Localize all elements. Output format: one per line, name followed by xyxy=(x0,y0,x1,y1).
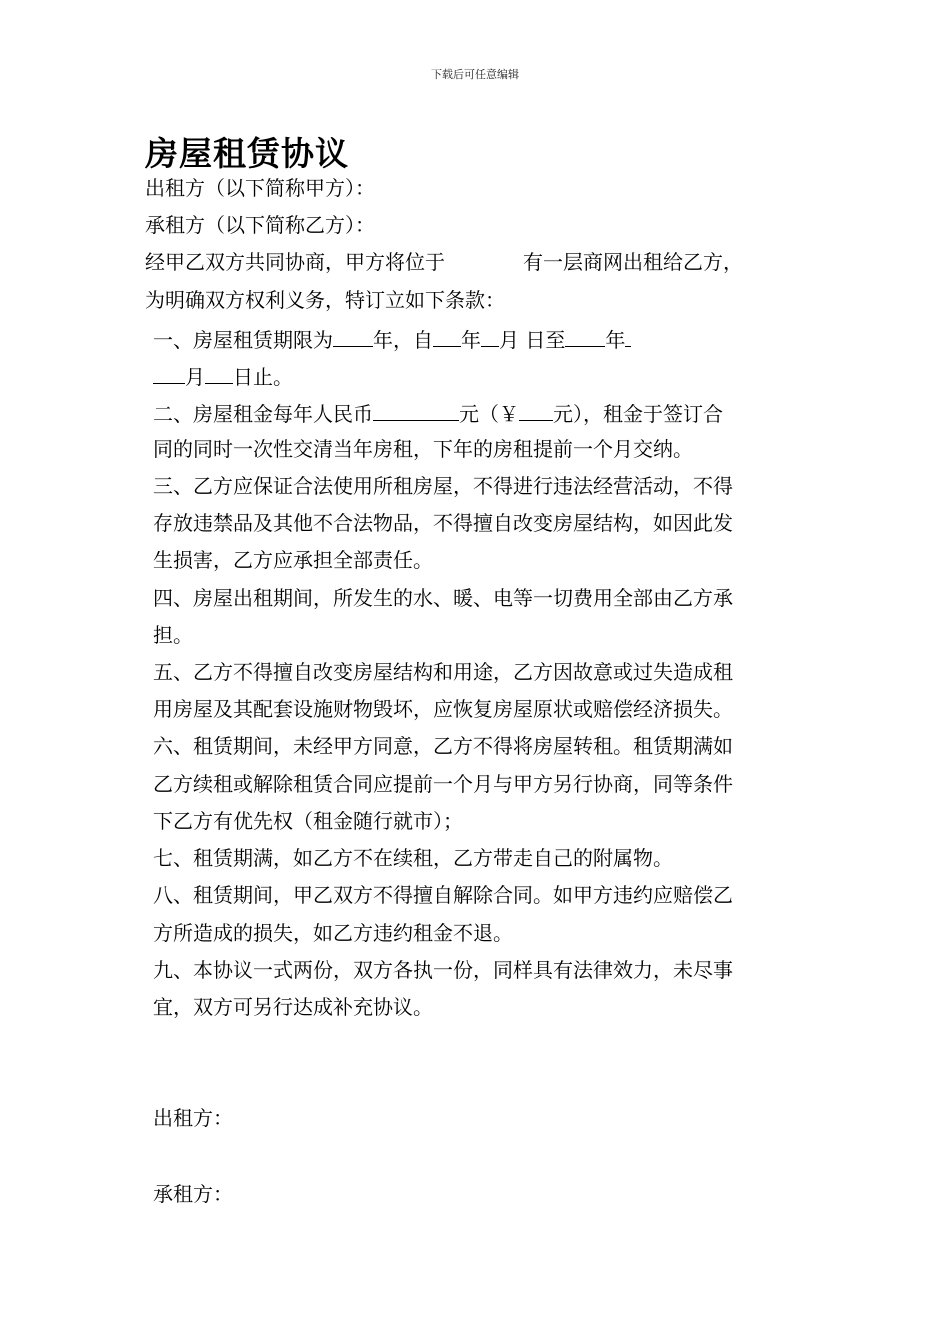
signature-lessor: 出租方： xyxy=(153,1106,233,1130)
blank-rent-amount xyxy=(373,400,459,421)
clause-2-line-1 xyxy=(153,400,723,426)
clause-2-text-b: 元（￥ xyxy=(459,402,519,426)
clause-8-line-1: 八、租赁期间，甲乙双方不得擅自解除合同。如甲方违约应赔偿乙 xyxy=(153,883,733,907)
page-header: 下载后可任意编辑 xyxy=(431,68,519,81)
clause-2-line-2: 同的同时一次性交清当年房租，下年的房租提前一个月交纳。 xyxy=(153,437,693,461)
blank-start-month xyxy=(481,326,499,347)
clause-5-line-1: 五、乙方不得擅自改变房屋结构和用途，乙方因故意或过失造成租 xyxy=(153,660,733,684)
clause-5-line-2: 用房屋及其配套设施财物毁坏，应恢复房屋原状或赔偿经济损失。 xyxy=(153,697,733,721)
clause-1-line-1 xyxy=(153,326,631,352)
clause-1-text-f: 月 xyxy=(185,365,205,389)
clause-4-line-1: 四、房屋出租期间，所发生的水、暖、电等一切费用全部由乙方承 xyxy=(153,586,733,610)
clause-2-text-a: 二、房屋租金每年人民币 xyxy=(153,402,373,426)
lessor-line: 出租方（以下简称甲方）： xyxy=(145,176,375,200)
clause-3-line-1: 三、乙方应保证合法使用所租房屋，不得进行违法经营活动，不得 xyxy=(153,474,733,498)
clause-7-line-1: 七、租赁期满，如乙方不在续租，乙方带走自己的附属物。 xyxy=(153,846,673,870)
clause-1-text-e: 年 xyxy=(605,328,626,352)
blank-trailing xyxy=(625,326,631,347)
document-title: 房屋租赁协议 xyxy=(145,134,349,173)
blank-years xyxy=(333,326,373,347)
intro-line-1 xyxy=(145,250,743,274)
clause-8-line-2: 方所造成的损失，如乙方违约租金不退。 xyxy=(153,921,513,945)
clause-3-line-2: 存放违禁品及其他不合法物品，不得擅自改变房屋结构，如因此发 xyxy=(153,511,733,535)
clause-1-text-b: 年，自 xyxy=(373,328,433,352)
clause-1-text-d: 月 日至 xyxy=(499,328,566,352)
blank-end-month xyxy=(153,363,185,384)
blank-end-year xyxy=(565,326,605,347)
blank-rent-figure xyxy=(519,400,553,421)
clause-9-line-1: 九、本协议一式两份，双方各执一份，同样具有法律效力，未尽事 xyxy=(153,958,733,982)
clause-1-text-g: 日止。 xyxy=(233,365,293,389)
blank-end-day xyxy=(205,363,233,384)
clause-2-text-c: 元），租金于签订合 xyxy=(553,402,723,426)
clause-6-line-1: 六、租赁期间，未经甲方同意，乙方不得将房屋转租。租赁期满如 xyxy=(153,734,733,758)
clause-3-line-3: 生损害，乙方应承担全部责任。 xyxy=(153,548,433,572)
clause-6-line-2: 乙方续租或解除租赁合同应提前一个月与甲方另行协商，同等条件 xyxy=(153,772,733,796)
clause-9-line-2: 宜，双方可另行达成补充协议。 xyxy=(153,995,433,1019)
intro-text-a: 经甲乙双方共同协商，甲方将位于 xyxy=(145,250,445,274)
clause-1-text-c: 年 xyxy=(461,328,481,352)
clause-1-text-a: 一、房屋租赁期限为 xyxy=(153,328,333,352)
intro-line-2: 为明确双方权利义务，特订立如下条款： xyxy=(145,288,505,312)
blank-start-year xyxy=(433,326,461,347)
signature-lessee: 承租方： xyxy=(153,1182,233,1206)
clause-6-line-3: 下乙方有优先权（租金随行就市）； xyxy=(153,809,463,833)
clause-4-line-2: 担。 xyxy=(153,623,193,647)
lessee-line: 承租方（以下简称乙方）： xyxy=(145,213,375,237)
clause-1-line-2 xyxy=(153,363,293,389)
intro-text-b: 有一层商网出租给乙方， xyxy=(523,250,743,274)
